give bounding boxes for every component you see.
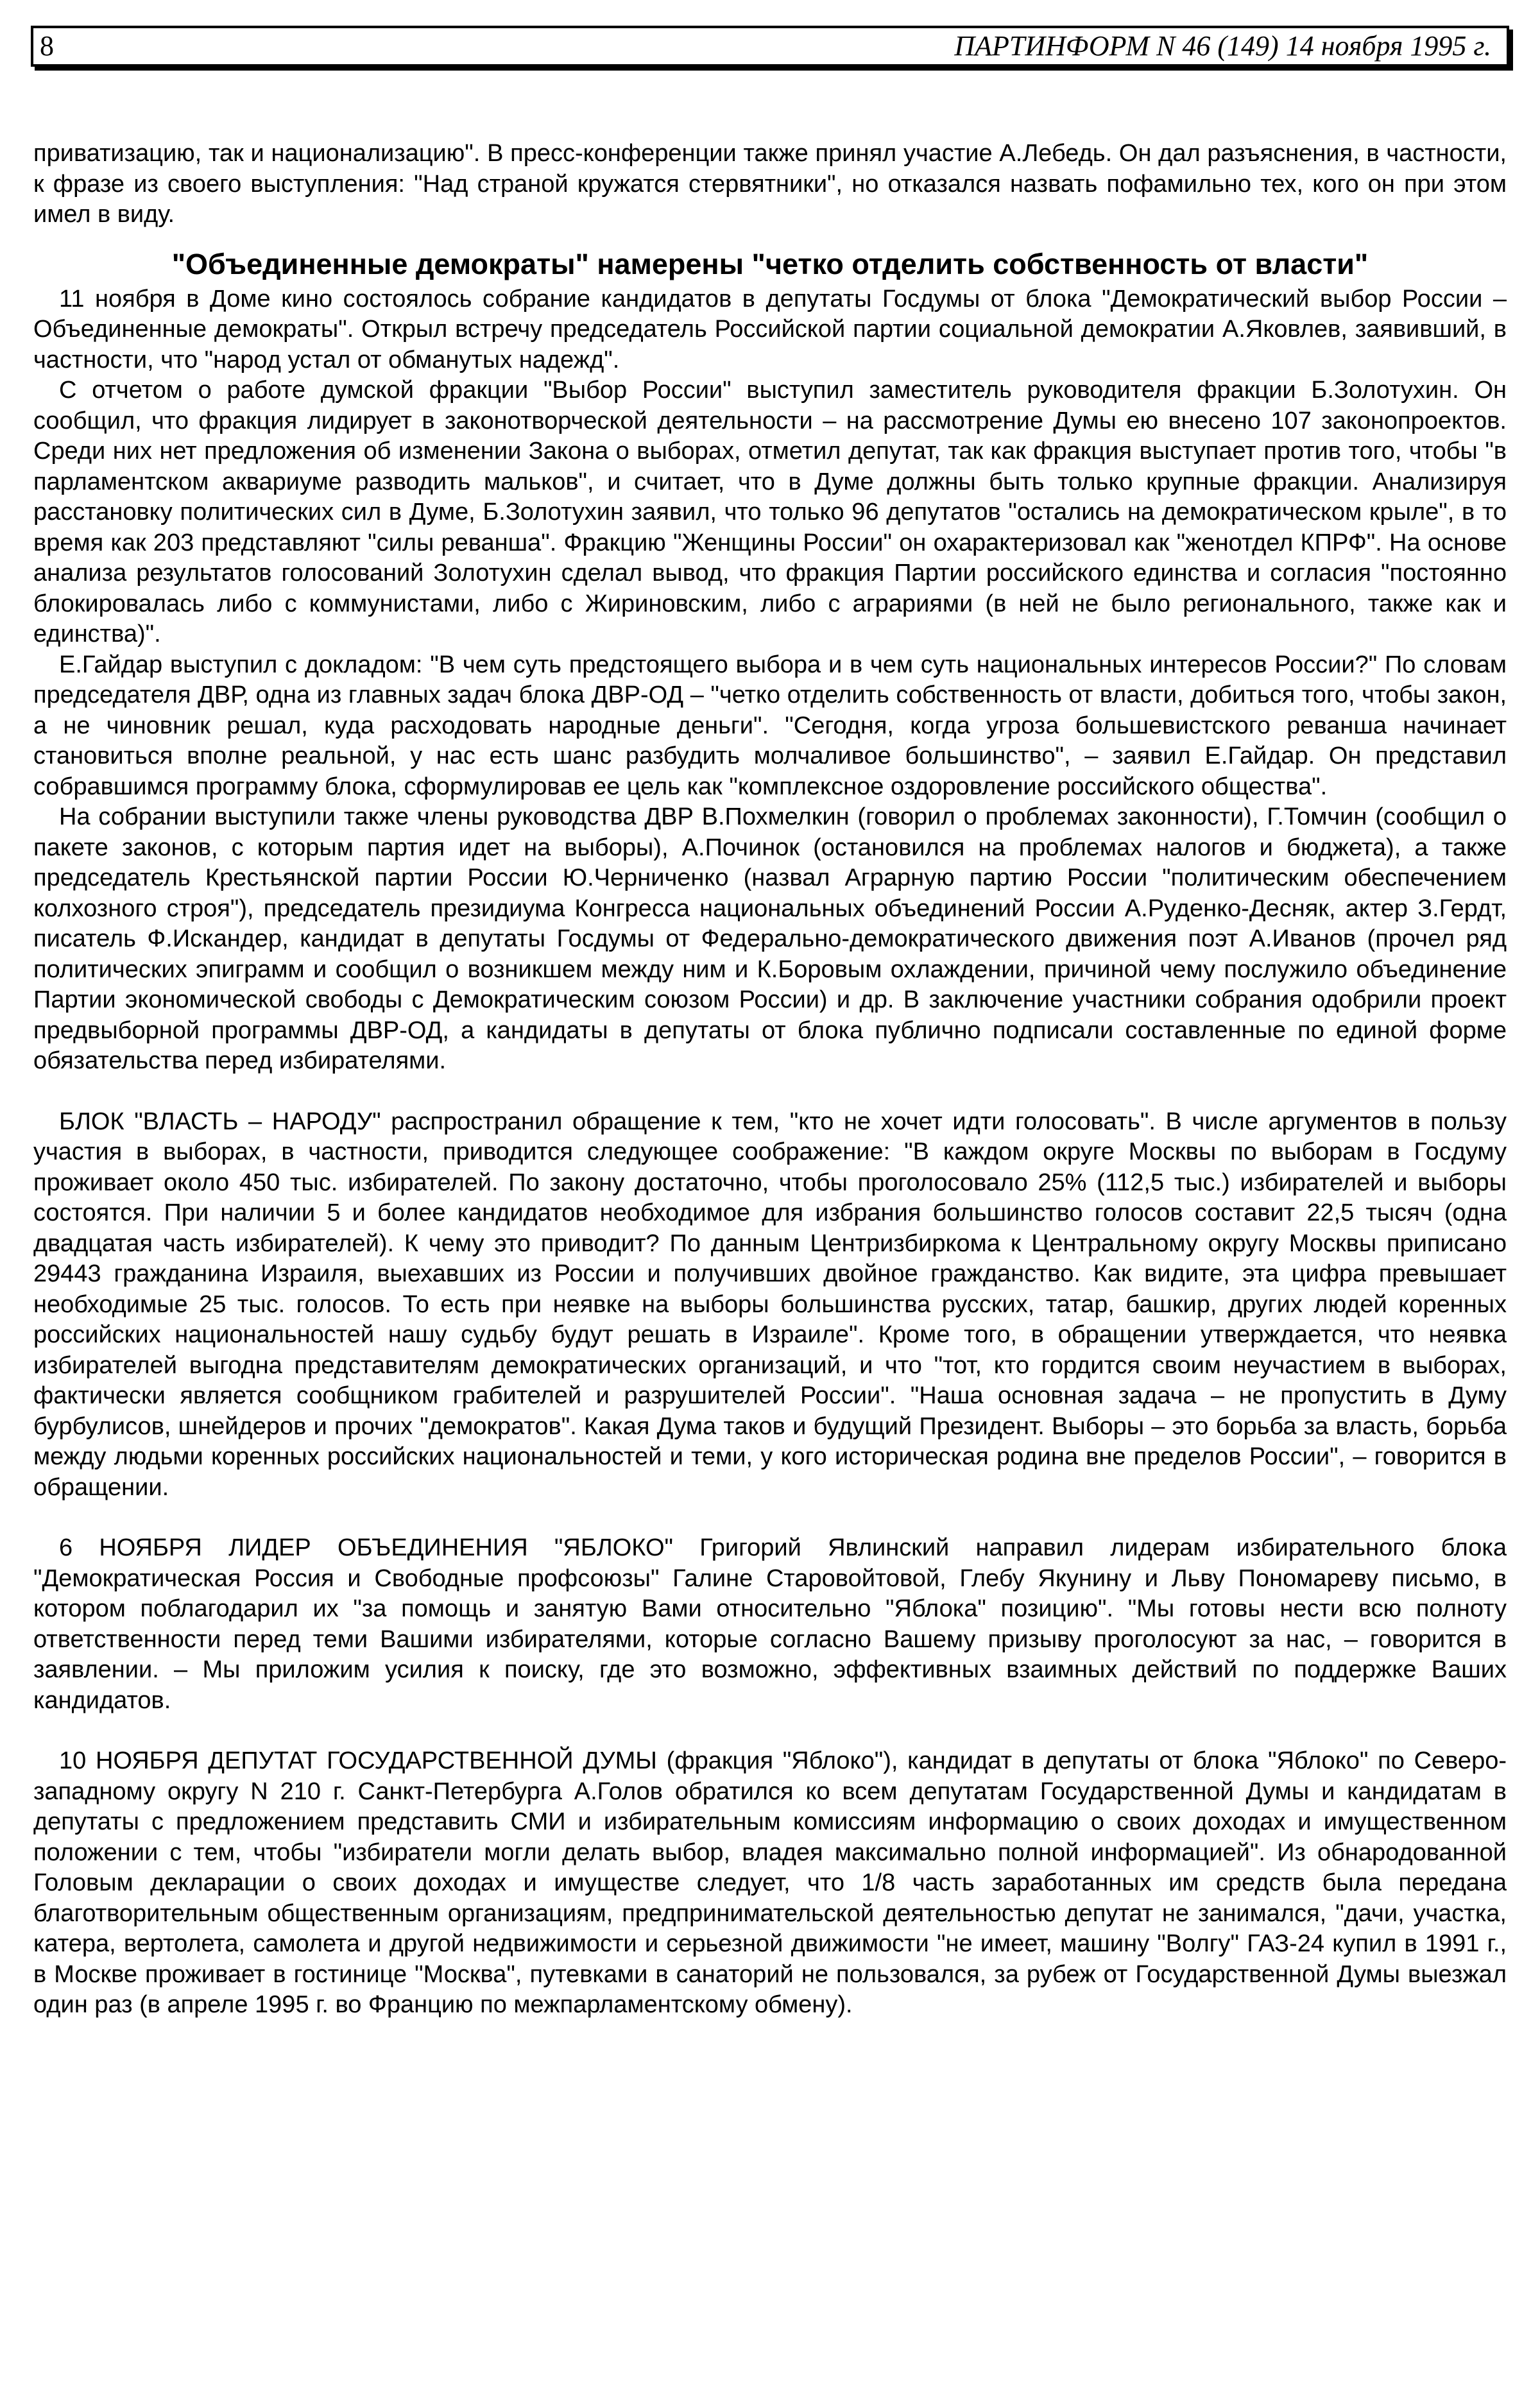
news-item-golov-declaration: 10 НОЯБРЯ ДЕПУТАТ ГОСУДАРСТВЕННОЙ ДУМЫ (фракция "Яблоко"), кандидат в депутаты от блока "Яблоко" по Северо-западному округу N 210 г. Санкт-Петербурга А.Голов обратился ко всем депутатам Государственной Думы и кандидатам в депутаты с предложением представить СМИ и избирательным комиссиям информацию о своих доходах и имущественном положении с тем, чтобы "избиратели могли делать выбор, владея максимально полной информацией". Из обнародованной Головым декларации о своих доходах и имуществе следует, что 1/8 часть заработанных им средств была передана благотворительным общественным организациям, предпринимательской деятельностью депутат не занимался, "дачи, участка, катера, вертолета, самолета и другой недвижимости и серьезной движимости "не имеет, машину "Волгу" ГАЗ-24 купил в 1991 г., в Москве проживает в гостинице "Москва", путевками в санаторий не пользовался, за рубеж от Государственной Думы выезжал один раз (в апреле 1995 г. во Францию по межпарламентскому обмену). (33, 1747, 1507, 2018)
newspaper-page (31, 26, 1509, 2021)
news-item-yabloko-letter: 6 НОЯБРЯ ЛИДЕР ОБЪЕДИНЕНИЯ "ЯБЛОКО" Григорий Явлинский направил лидерам избирательного блока "Демократическая Россия и Свободные профсоюзы" Галине Старовойтовой, Глебу Якунину и Льву Пономареву письмо, в котором поблагодарил их "за помощь и занятую Вами относительно "Яблока" позицию". "Мы готовы нести всю полноту ответственности перед теми Вашими избирателями, которые согласно Вашему призыву проголосуют за нас, – говорится в заявлении. – Мы приложим усилия к поиску, где это возможно, эффективных взаимных действий по поддержке Ваших кандидатов. (33, 1534, 1507, 1714)
article-paragraph: Е.Гайдар выступил с докладом: "В чем суть предстоящего выбора и в чем суть национальных интересов России?" По словам председателя ДВР, одна из главных задач блока ДВР-ОД – "четко отделить собственность от власти, добиться того, чтобы закон, а не чиновник решал, куда расходовать народные деньги". "Сегодня, когда угроза большевистского реванша начинает становиться вполне реальной, у нас есть шанс разбудить молчаливое большинство", – заявил Е.Гайдар. Он представил собравшимся программу блока, сформулировав ее цель как "комплексное оздоровление российского общества". (33, 651, 1507, 800)
publication-title: ПАРТИНФОРМ N 46 (149) 14 ноября 1995 г. (954, 30, 1491, 62)
article-paragraph: С отчетом о работе думской фракции "Выбор России" выступил заместитель руководителя фракции Б.Золотухин. Он сообщил, что фракция лидирует в законотворческой деятельности – на рассмотрение Думы ею внесено 107 законопроектов. Среди них нет предложения об изменении Закона о выборах, отметил депутат, так как фракция выступает против того, чтобы "в парламентском аквариуме разводить мальков", и считает, что в Думе должны быть только крупные фракции. Анализируя расстановку политических сил в Думе, Б.Золотухин заявил, что только 96 депутатов "остались на демократическом крыле", в то время как 203 представляют "силы реванша". Фракцию "Женщины России" он охарактеризовал как "женотдел КПРФ". На основе анализа результатов голосований Золотухин сделал вывод, что фракция Партии российского единства и согласия "постоянно блокировалась либо с коммунистами, либо с Жириновским, либо с аграриями (в ней не было регионального, также как и единства)". (33, 377, 1507, 647)
article-paragraph: На собрании выступили также члены руководства ДВР В.Похмелкин (говорил о проблемах законности), Г.Томчин (сообщил о пакете законов, с которым партия идет на выборы), А.Починок (остановился на проблемах налогов и бюджета), а также председатель Крестьянской партии России Ю.Черниченко (назвал Аграрную партию России "политическим обеспечением колхозного строя"), председатель президиума Конгресса национальных объединений России А.Руденко-Десняк, актер З.Гердт, писатель Ф.Искандер, кандидат в депутаты Госдумы от Федерально-демократического движения поэт А.Иванов (прочел ряд политических эпиграмм и сообщил о возникшем между ним и К.Боровым охлаждении, причиной чему послужило объединение Партии экономической свободы с Демократическим союзом России) и др. В заключение участники собрания одобрили проект предвыборной программы ДВР-ОД, а кандидаты в депутаты от блока публично подписали составленные по единой форме обязательства перед избирателями. (33, 803, 1507, 1074)
section-gap (33, 1716, 1507, 1746)
page-header (31, 26, 1509, 67)
news-item-vlast-narodu: БЛОК "ВЛАСТЬ – НАРОДУ" распространил обращение к тем, "кто не хочет идти голосовать". В числе аргументов в пользу участия в выборах, в частности, приводится следующее соображение: "В каждом округе Москвы по выборам в Госдуму проживает около 450 тыс. избирателей. По закону достаточно, чтобы проголосовало 25% (112,5 тыс.) избирателей и выборы состоятся. При наличии 5 и более кандидатов необходимое для избрания большинство голосов составит 22,5 тысяч (одна двадцатая часть избирателей). К чему это приводит? По данным Центризбиркома к Центральному округу Москвы приписано 29443 гражданина Израиля, выехавших из России и получивших двойное гражданство. Как видите, эта цифра превышает необходимые 25 тыс. голосов. То есть при неявке на выборы большинства русских, татар, башкир, других людей коренных российских национальностей нашу судьбу будут решать в Израиле". Кроме того, в обращении утверждается, что неявка избирателей выгодна представителям демократических организаций, и что "тот, кто гордится своим неучастием в выборах, фактически является сообщником грабителей и разрушителей России". "Наша основная задача – не пропустить в Думу бурбулисов, шнейдеров и прочих "демократов". Какая Дума таков и будущий Президент. Выборы – это борьба за власть, борьба между людьми коренных российских национальностей и теми, у кого историческая родина вне пределов России", – говорится в обращении. (33, 1108, 1507, 1501)
page-content (31, 139, 1509, 2021)
section-gap (33, 1077, 1507, 1107)
intro-paragraph: приватизацию, так и национализацию". В пресс-конференции также принял участие А.Лебедь. Он дал разъяснения, в частности, к фразе из своего выступления: "Над страной кружатся стервятники", но отказался назвать пофамильно тех, кого он при этом имел в виду. (33, 140, 1507, 228)
article-paragraph: 11 ноября в Доме кино состоялось собрание кандидатов в депутаты Госдумы от блока "Демократический выбор России – Объединенные демократы". Открыл встречу председатель Российской партии социальной демократии А.Яковлев, заявивший, в частности, что "народ устал от обманутых надежд". (33, 285, 1507, 373)
page-number: 8 (40, 30, 54, 62)
section-gap (33, 1503, 1507, 1533)
article-title: "Объединенные демократы" намерены "четко отделить собственность от власти" (171, 247, 1369, 280)
